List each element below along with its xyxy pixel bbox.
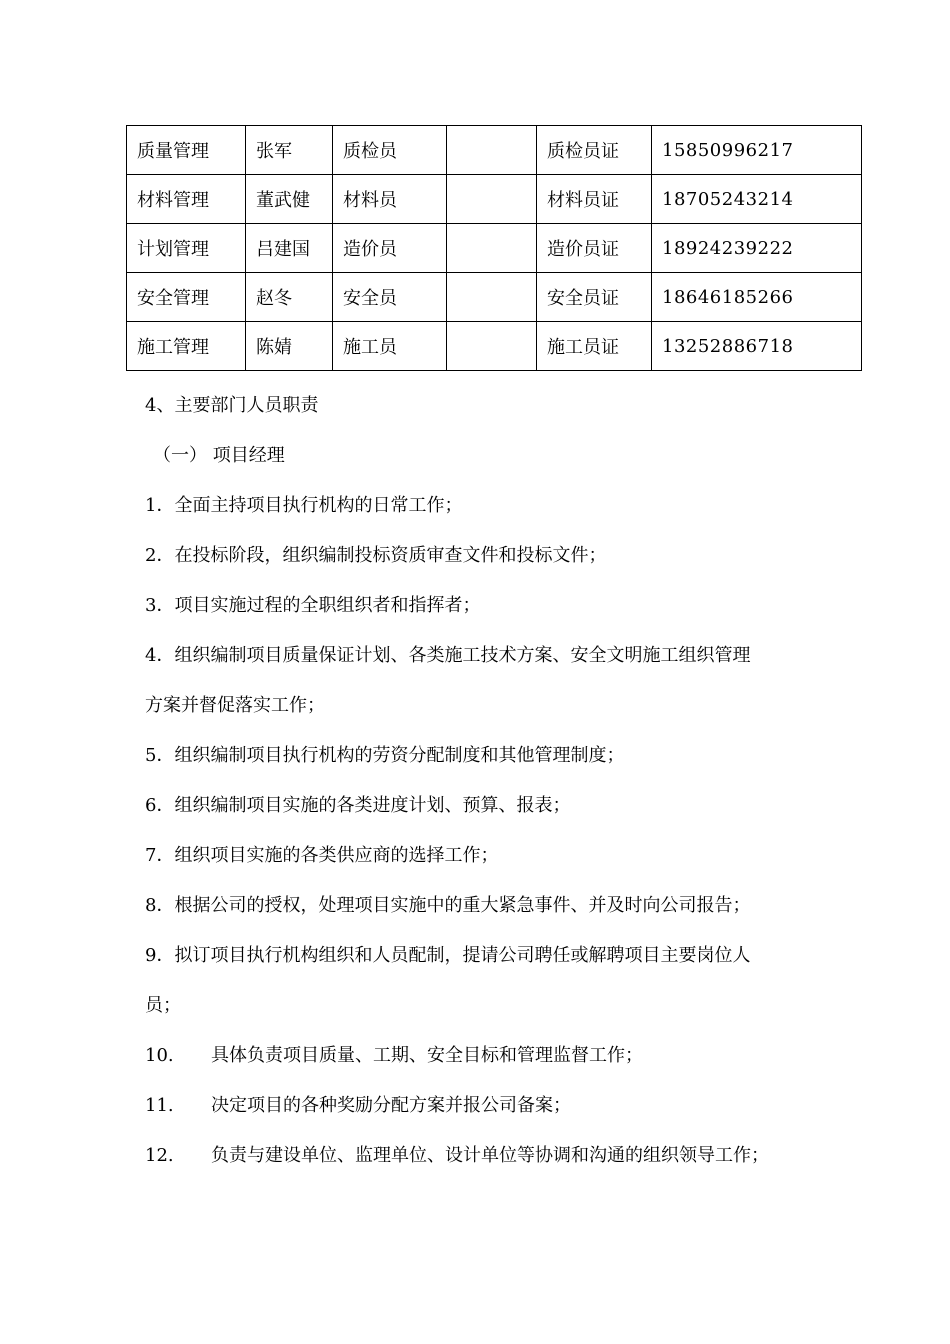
empty-cell (447, 175, 537, 224)
person-name-cell: 吕建国 (246, 224, 333, 273)
duty-item: 4．组织编制项目质量保证计划、各类施工技术方案、安全文明施工组织管理 (145, 645, 751, 666)
duty-item: 2．在投标阶段，组织编制投标资质审查文件和投标文件； (145, 545, 607, 566)
section-heading: 4、主要部门人员职责 (145, 395, 319, 416)
table-row (127, 224, 862, 273)
position-cell: 施工员 (333, 322, 447, 371)
table-row (127, 273, 862, 322)
department-cell: 计划管理 (127, 224, 246, 273)
item-text: 决定项目的各种奖励分配方案并报公司备案； (211, 1095, 571, 1116)
phone-cell: 15850996217 (652, 126, 862, 175)
person-name-cell: 赵冬 (246, 273, 333, 322)
certificate-cell: 安全员证 (537, 273, 652, 322)
person-name-cell: 张军 (246, 126, 333, 175)
certificate-cell: 造价员证 (537, 224, 652, 273)
table-row (127, 126, 862, 175)
duty-item (145, 1031, 825, 1081)
duty-item: 8．根据公司的授权，处理项目实施中的重大紧急事件、并及时向公司报告； (145, 895, 751, 916)
duty-item: 3．项目实施过程的全职组织者和指挥者； (145, 595, 481, 616)
position-cell: 材料员 (333, 175, 447, 224)
duty-item: 6．组织编制项目实施的各类进度计划、预算、报表； (145, 795, 571, 816)
position-cell: 安全员 (333, 273, 447, 322)
staff-table (126, 125, 862, 371)
position-cell: 质检员 (333, 126, 447, 175)
phone-cell: 18646185266 (652, 273, 862, 322)
item-number: 12. (145, 1145, 174, 1166)
item-text: 具体负责项目质量、工期、安全目标和管理监督工作； (211, 1045, 643, 1066)
item-number: 11. (145, 1095, 174, 1116)
duty-item (145, 1131, 825, 1181)
duty-item: 9．拟订项目执行机构组织和人员配制，提请公司聘任或解聘项目主要岗位人 (145, 945, 751, 966)
empty-cell (447, 224, 537, 273)
table-row (127, 322, 862, 371)
certificate-cell: 质检员证 (537, 126, 652, 175)
empty-cell (447, 273, 537, 322)
duties-section (145, 381, 825, 1181)
department-cell: 材料管理 (127, 175, 246, 224)
person-name-cell: 陈婧 (246, 322, 333, 371)
item-number: 10. (145, 1045, 174, 1066)
certificate-cell: 材料员证 (537, 175, 652, 224)
position-cell: 造价员 (333, 224, 447, 273)
duty-item: 7．组织项目实施的各类供应商的选择工作； (145, 845, 499, 866)
phone-cell: 18705243214 (652, 175, 862, 224)
subsection-heading: （一） 项目经理 (153, 445, 285, 466)
phone-cell: 13252886718 (652, 322, 862, 371)
department-cell: 质量管理 (127, 126, 246, 175)
duty-item: 1．全面主持项目执行机构的日常工作； (145, 495, 463, 516)
empty-cell (447, 126, 537, 175)
phone-cell: 18924239222 (652, 224, 862, 273)
duty-item: 5．组织编制项目执行机构的劳资分配制度和其他管理制度； (145, 745, 625, 766)
table-row (127, 175, 862, 224)
item-text: 负责与建设单位、监理单位、设计单位等协调和沟通的组织领导工作； (211, 1145, 769, 1166)
department-cell: 施工管理 (127, 322, 246, 371)
duty-item (145, 1081, 825, 1131)
duty-item-continuation: 方案并督促落实工作； (145, 695, 325, 716)
certificate-cell: 施工员证 (537, 322, 652, 371)
department-cell: 安全管理 (127, 273, 246, 322)
person-name-cell: 董武健 (246, 175, 333, 224)
empty-cell (447, 322, 537, 371)
duty-item-continuation: 员； (145, 995, 181, 1016)
